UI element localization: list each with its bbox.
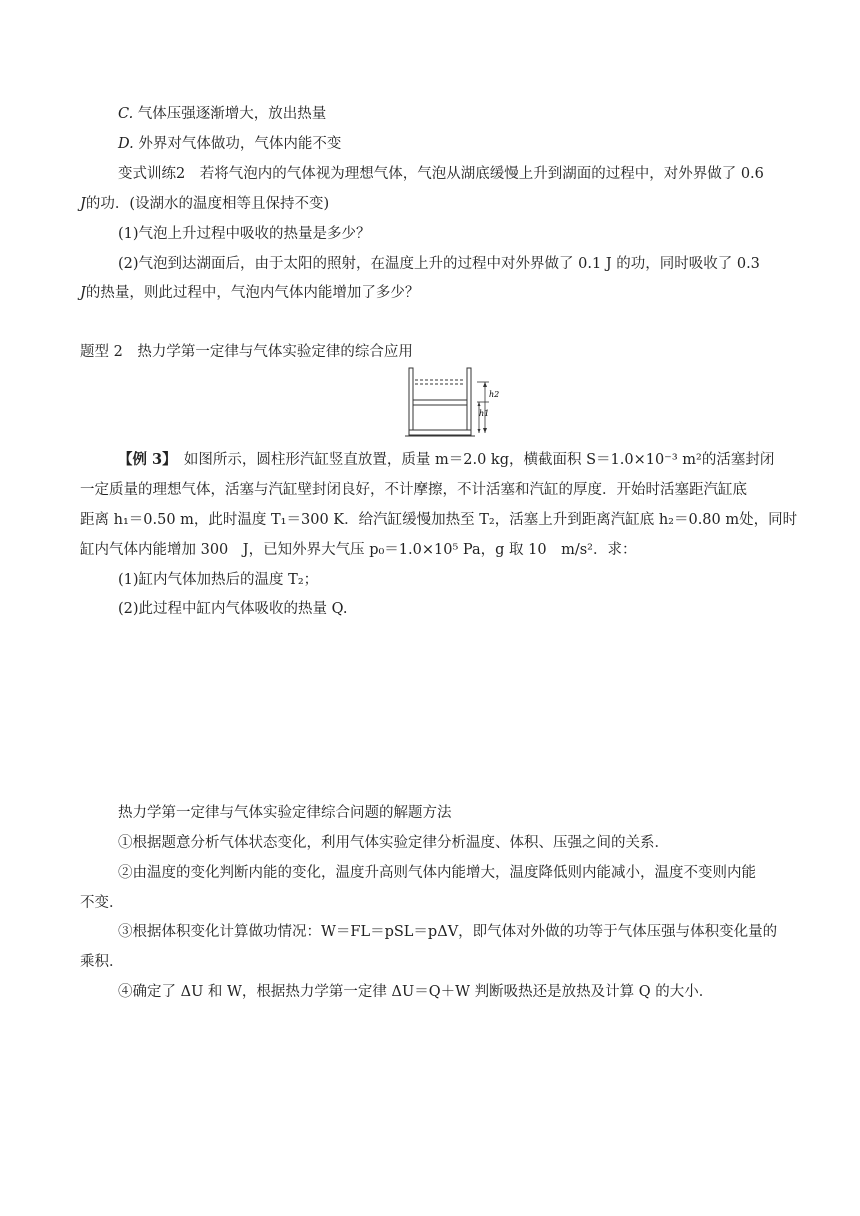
method-step2-line2: 不变． xyxy=(80,895,124,911)
variant2-q2-line1: (2)气泡到达湖面后，由于太阳的照射，在温度上升的过程中对外界做了 0.1 J 的功，同时吸收了 0.3 xyxy=(118,256,760,272)
variant2-line2 xyxy=(80,194,329,214)
option-c xyxy=(118,104,326,124)
right-wall xyxy=(467,368,471,434)
example3-tag: 【例 3】 xyxy=(118,451,170,468)
variant2-line1: 变式训练2 若将气泡内的气体视为理想气体，气泡从湖底缓慢上升到湖面的过程中，对外界做了 0.6 xyxy=(118,166,764,182)
option-c-label: C. xyxy=(118,106,134,122)
example3-line1-text: 如图所示，圆柱形汽缸竖直放置，质量 m＝2.0 kg，横截面积 S＝1.0×10⁻³ m²的活塞封闭 xyxy=(169,452,775,468)
option-d xyxy=(118,134,341,154)
example3-line3: 距离 h₁＝0.50 m，此时温度 T₁＝300 K．给汽缸缓慢加热至 T₂，活塞上升到距离汽缸底 h₂＝0.80 m处，同时 xyxy=(80,512,798,528)
cylinder-base xyxy=(409,430,471,435)
method-step4: ④确定了 ΔU 和 W，根据热力学第一定律 ΔU＝Q＋W 判断吸热还是放热及计算 Q 的大小． xyxy=(118,984,714,1000)
example3-line4: 缸内气体内能增加 300 J，已知外界大气压 p₀＝1.0×10⁵ Pa，g 取 10 m/s²．求： xyxy=(80,542,637,558)
variant2-q2-line2-rest: 的热量，则此过程中，气泡内气体内能增加了多少？ xyxy=(85,285,420,301)
method-title: 热力学第一定律与气体实验定律综合问题的解题方法 xyxy=(118,805,452,821)
method-step1: ①根据题意分析气体状态变化，利用气体实验定律分析温度、体积、压强之间的关系． xyxy=(118,835,669,851)
method-step3-line2: 乘积． xyxy=(80,954,124,970)
variant2-q1: (1)气泡上升过程中吸收的热量是多少？ xyxy=(118,226,371,242)
option-d-label: D. xyxy=(118,136,134,152)
label-h2: h2 xyxy=(489,390,500,399)
piston xyxy=(413,400,467,405)
variant2-q2-unit: J xyxy=(80,285,86,301)
variant2-q2-line2 xyxy=(80,283,419,303)
example3-line2: 一定质量的理想气体，活塞与汽缸壁封闭良好，不计摩擦，不计活塞和汽缸的厚度．开始时活塞距汽缸底 xyxy=(80,482,747,498)
method-step3-line1: ③根据体积变化计算做功情况：W＝FL＝pSL＝pΔV，即气体对外做的功等于气体压强与体积变化量的 xyxy=(118,924,778,940)
section-title: 题型 2 热力学第一定律与气体实验定律的综合应用 xyxy=(80,344,413,360)
left-wall xyxy=(409,368,413,434)
cylinder-figure xyxy=(405,366,505,441)
label-h1: h1 xyxy=(479,409,490,418)
example3-q2: (2)此过程中缸内气体吸收的热量 Q. xyxy=(118,601,348,617)
example3-q1: (1)缸内气体加热后的温度 T₂； xyxy=(118,572,319,588)
example3-line1 xyxy=(118,450,774,470)
option-d-text: 外界对气体做功，气体内能不变 xyxy=(138,136,342,152)
variant2-unit: J xyxy=(80,196,86,212)
method-step2-line1: ②由温度的变化判断内能的变化，温度升高则气体内能增大，温度降低则内能减小，温度不变则内能 xyxy=(118,865,756,881)
option-c-text: 气体压强逐渐增大，放出热量 xyxy=(137,106,327,122)
variant2-line2-rest: 的功．(设湖水的温度相等且保持不变) xyxy=(85,196,330,212)
